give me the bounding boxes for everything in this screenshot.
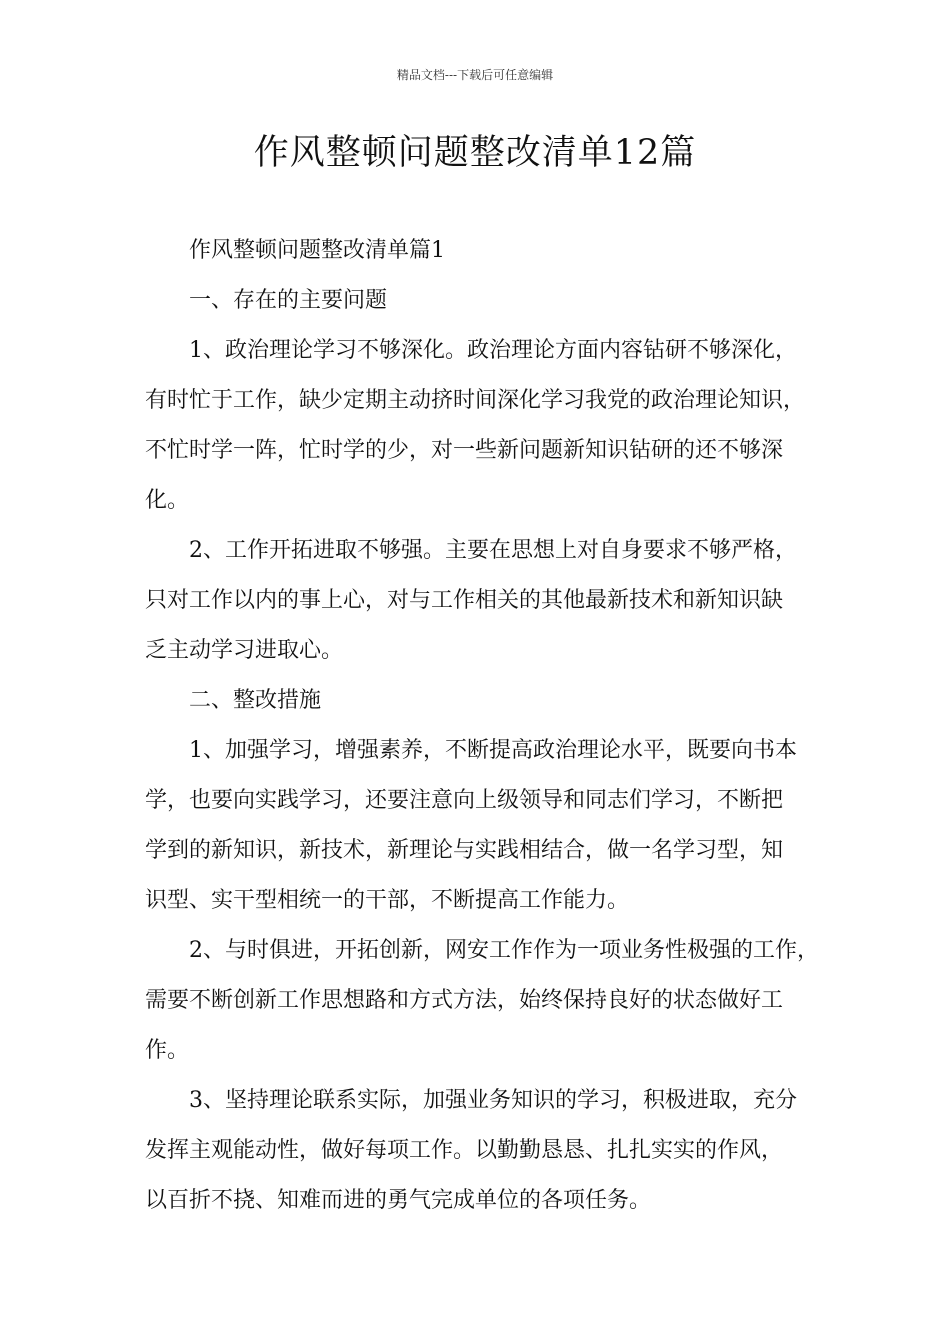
paragraph-line: 学，也要向实践学习，还要注意向上级领导和同志们学习，不断把 (145, 788, 784, 813)
paragraph-line: 不忙时学一阵，忙时学的少，对一些新问题新知识钻研的还不够深 (145, 438, 784, 463)
paragraph-line: 2、与时俱进，开拓创新，网安工作作为一项业务性极强的工作， (189, 938, 819, 963)
paragraph-line: 以百折不挠、知难而进的勇气完成单位的各项任务。 (145, 1188, 652, 1213)
section-heading-article-1: 作风整顿问题整改清单篇1 (189, 238, 445, 263)
paragraph-line: 作。 (145, 1038, 190, 1063)
paragraph-line: 1、加强学习，增强素养，不断提高政治理论水平，既要向书本 (189, 738, 797, 763)
paragraph-line: 有时忙于工作，缺少定期主动挤时间深化学习我党的政治理论知识， (145, 388, 806, 413)
paragraph-line: 3、坚持理论联系实际，加强业务知识的学习，积极进取，充分 (189, 1088, 797, 1113)
paragraph-line: 化。 (145, 488, 190, 513)
header-note: 精品文档---下载后可任意编辑 (396, 68, 554, 82)
paragraph-line: 乏主动学习进取心。 (145, 638, 344, 663)
paragraph-line: 学到的新知识，新技术，新理论与实践相结合，做一名学习型，知 (145, 838, 784, 863)
document-body (145, 226, 819, 1226)
document-title: 作风整顿问题整改清单12篇 (253, 133, 697, 173)
section-heading-measures: 二、整改措施 (189, 688, 322, 713)
paragraph-line: 识型、实干型相统一的干部，不断提高工作能力。 (145, 888, 630, 913)
paragraph-line: 2、工作开拓进取不够强。主要在思想上对自身要求不够严格， (189, 538, 797, 563)
section-heading-problems: 一、存在的主要问题 (189, 288, 388, 313)
paragraph-line: 只对工作以内的事上心，对与工作相关的其他最新技术和新知识缺 (145, 588, 784, 613)
paragraph-line: 1、政治理论学习不够深化。政治理论方面内容钻研不够深化， (189, 338, 797, 363)
paragraph-line: 需要不断创新工作思想路和方式方法，始终保持良好的状态做好工 (145, 988, 784, 1013)
paragraph-line: 发挥主观能动性，做好每项工作。以勤勤恳恳、扎扎实实的作风， (145, 1138, 784, 1163)
